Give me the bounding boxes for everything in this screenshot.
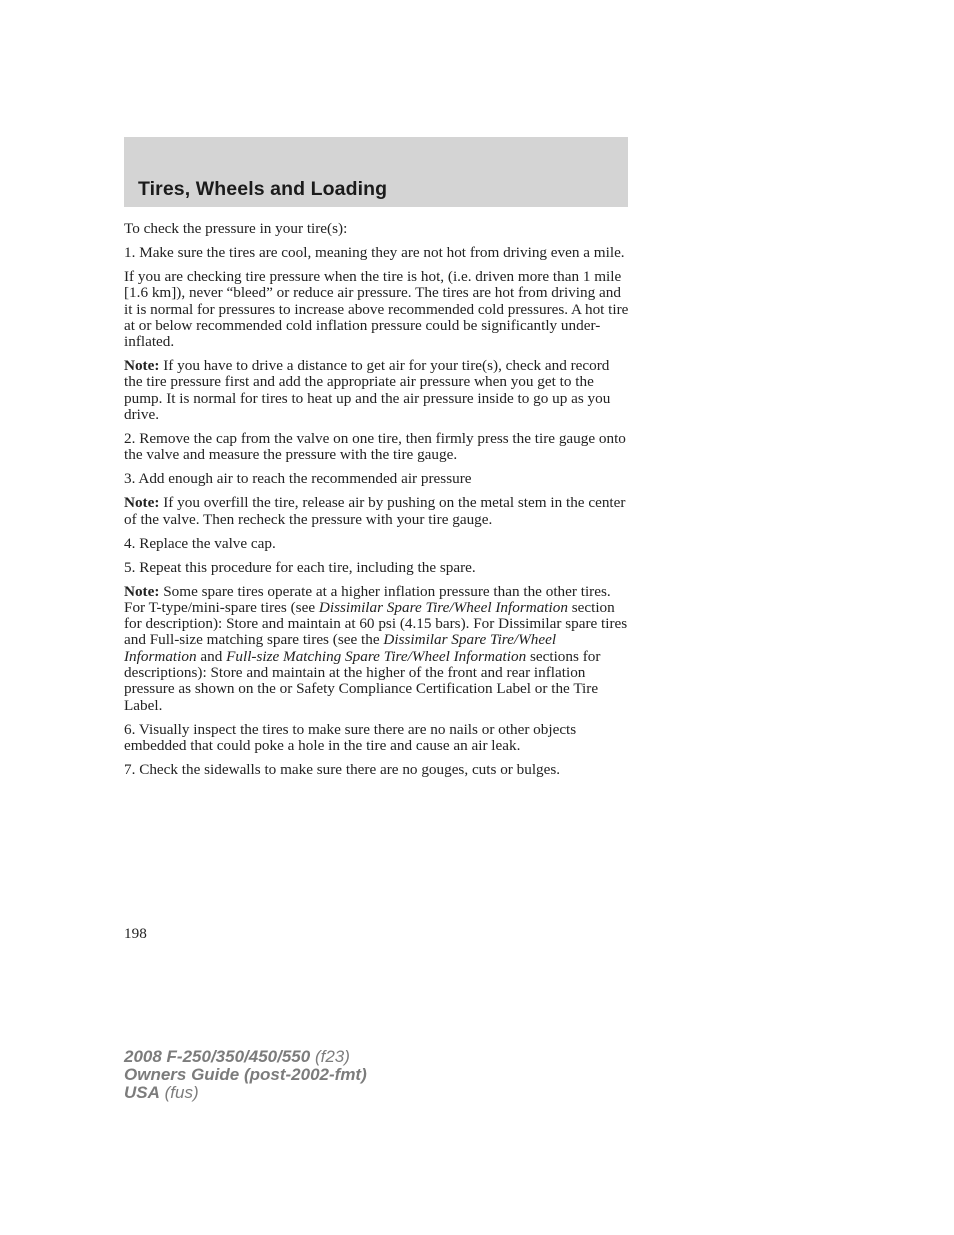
note-text: If you have to drive a distance to get air for your tire(s), check and record the tire pressure first and add the appropriate air pressure when you get to the pump. It is normal for tires to heat up and the air pressure inside to go up as you drive. — [124, 357, 611, 424]
footer-line-model — [124, 1048, 367, 1066]
footer-line-region — [124, 1084, 367, 1102]
footer-region-code: (fus) — [159, 1083, 199, 1102]
note-text: sections for descriptions): Store and maintain at the higher of the front and rear inflation pressure as shown on the or Safety Compliance Certification Label or the Tire Label. — [124, 647, 601, 714]
section-reference: Full-size Matching Spare Tire/Wheel Information — [226, 647, 527, 665]
note-label: Note: — [124, 494, 160, 512]
footer-region: USA — [124, 1083, 160, 1102]
document-footer — [124, 1048, 367, 1102]
note-text: Some spare tires operate at a higher inflation pressure than the other tires. For T-type/mini-spare tires (see — [124, 582, 611, 616]
note-label: Note: — [124, 582, 160, 600]
page-number: 198 — [124, 925, 147, 942]
step-5: 5. Repeat this procedure for each tire, including the spare. — [124, 558, 476, 576]
section-reference: Dissimilar Spare Tire/Wheel Information — [318, 598, 568, 616]
step-3: 3. Add enough air to reach the recommended air pressure — [124, 470, 472, 488]
note-label: Note: — [124, 357, 160, 375]
note-3 — [124, 584, 630, 714]
section-title: Tires, Wheels and Loading — [138, 178, 388, 200]
note-1 — [124, 358, 630, 423]
section-header-band — [124, 137, 628, 207]
page-body — [124, 221, 630, 786]
note-text: If you overfill the tire, release air by pushing on the metal stem in the center of the valve. Then recheck the pressure with your tire gauge. — [124, 494, 626, 528]
step-6: 6. Visually inspect the tires to make sure there are no nails or other objects embedded that could poke a hole in the tire and cause an air leak. — [124, 720, 577, 754]
footer-model: 2008 F-250/350/450/550 — [124, 1047, 311, 1066]
section-reference: Dissimilar Spare Tire/Wheel Information — [124, 631, 557, 665]
footer-line-guide: Owners Guide (post-2002-fmt) — [124, 1065, 367, 1084]
note-text: and — [196, 647, 227, 665]
step-4: 4. Replace the valve cap. — [124, 534, 276, 552]
hot-tire-paragraph: If you are checking tire pressure when the tire is hot, (i.e. driven more than 1 mile [1.6 km]), never “bleed” or reduce air pressure. The tires are hot from driving and it is normal for pressures to increase above recommended cold pressures. A hot tire at or below recommended cold inflation pressure could be significantly under-inflated. — [124, 267, 629, 351]
step-2: 2. Remove the cap from the valve on one tire, then firmly press the tire gauge onto the valve and measure the pressure with the tire gauge. — [124, 430, 626, 464]
note-2 — [124, 495, 630, 528]
footer-model-code: (f23) — [310, 1047, 350, 1066]
intro-paragraph: To check the pressure in your tire(s): — [124, 220, 348, 237]
step-1: 1. Make sure the tires are cool, meaning they are not hot from driving even a mile. — [124, 243, 625, 261]
step-7: 7. Check the sidewalls to make sure there are no gouges, cuts or bulges. — [124, 760, 561, 778]
note-text: section for description): Store and maintain at 60 psi (4.15 bars). For Dissimilar spare tires and Full-size matching spare tires (see the — [124, 598, 628, 649]
